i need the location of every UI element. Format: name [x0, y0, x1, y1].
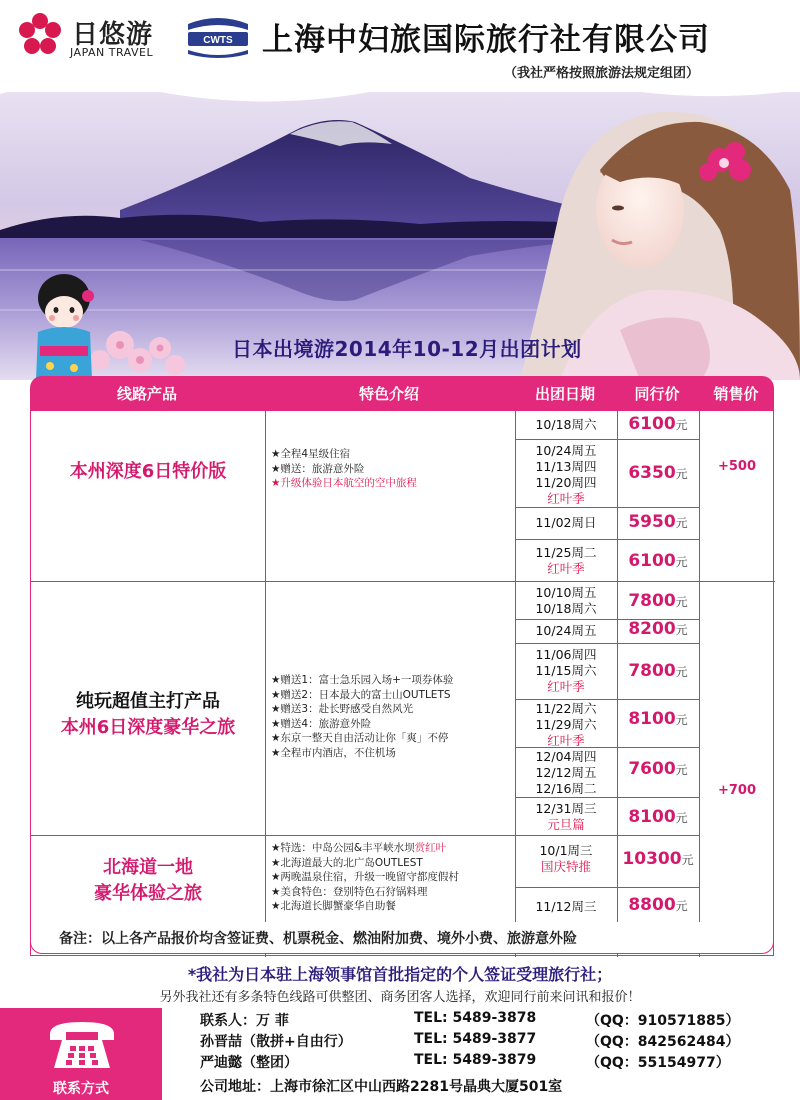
- departure-date: 10/24周五 11/13周四 11/20周四 红叶季: [515, 443, 617, 507]
- divider: [515, 643, 699, 644]
- contact-qq: （QQ：910571885）: [586, 1013, 740, 1029]
- feature-item: ★美食特色：登别特色石狩锅料理: [271, 885, 428, 898]
- feature-item: ★赠送3：赴长野感受自然风光: [271, 703, 414, 715]
- contact-qq: （QQ：55154977）: [586, 1055, 730, 1071]
- divider: [515, 539, 699, 540]
- svg-text:CWTS: CWTS: [203, 35, 233, 46]
- divider: [515, 887, 699, 888]
- th-trade-price: 同行价: [634, 385, 680, 403]
- route-title: 北海道一地: [103, 857, 193, 878]
- divider: [265, 411, 266, 957]
- telephone-icon: [44, 1016, 120, 1074]
- divider: [515, 797, 699, 798]
- feature-item: ★赠送1：富士急乐园入场+一项券体验: [271, 674, 454, 686]
- divider: [699, 411, 700, 957]
- holiday-tag: 元旦篇: [547, 817, 585, 832]
- company-name: 上海中妇旅国际旅行社有限公司: [262, 22, 710, 58]
- route-honshu-6day-deluxe: [31, 687, 265, 739]
- sale-price-markup: +500: [717, 459, 757, 474]
- logo-en-text: JAPAN TRAVEL: [70, 46, 154, 59]
- divider: [31, 835, 699, 836]
- feature-item: ★北海道长脚蟹豪华自助餐: [271, 900, 396, 912]
- trade-price: 10300元: [622, 849, 694, 869]
- season-tag: 红叶季: [547, 733, 585, 748]
- departure-date: 10/1周三 国庆特推: [515, 843, 617, 875]
- contact-tel: TEL: 5489-3879: [414, 1052, 537, 1068]
- th-route: 线路产品: [116, 385, 177, 403]
- th-sale-price: 销售价: [713, 385, 759, 403]
- th-date: 出团日期: [534, 385, 595, 403]
- feature-item: ★东京一整天自由活动让你「爽」不停: [271, 732, 449, 744]
- feature-item: ★赠送4：旅游意外险: [271, 717, 372, 730]
- feature-item: ★全程市内酒店，不住机场: [271, 746, 396, 759]
- trade-price: 8200元: [628, 619, 688, 639]
- group-tour-info: 另外我社还有多条特色线路可供整团、商务团客人选择，欢迎同行前来问讯和报价！: [159, 990, 641, 1005]
- route-title: 本州深度6日特价版: [69, 461, 227, 482]
- route-honshu-6day-special: [31, 457, 265, 483]
- contact-name: 严迪懿（整团）: [200, 1055, 298, 1071]
- table-body: [30, 410, 774, 956]
- trade-price: 6100元: [628, 414, 688, 434]
- feature-item: ★全程4星级住宿: [271, 448, 351, 460]
- season-tag: 红叶季: [547, 561, 585, 576]
- hero-banner: [0, 60, 800, 380]
- departure-date: 11/02周日: [535, 515, 597, 530]
- trade-price: 7800元: [628, 661, 688, 681]
- th-features: 特色介绍: [358, 385, 419, 403]
- company-address: 公司地址：上海市徐汇区中山西路2281号晶典大厦501室: [200, 1079, 563, 1095]
- contact-name: 联系人：万 菲: [200, 1013, 289, 1029]
- table-header: [30, 376, 774, 410]
- trade-price: 8100元: [628, 709, 688, 729]
- divider: [515, 507, 699, 508]
- divider: [515, 699, 699, 700]
- mount-fuji-lake-illustration: [0, 60, 800, 380]
- contact-label: 联系方式: [53, 1081, 109, 1097]
- contact-tel: TEL: 5489-3877: [414, 1031, 537, 1047]
- route-hokkaido-deluxe: [31, 853, 265, 905]
- season-tag: 红叶季: [547, 491, 585, 506]
- departure-date: 12/04周四 12/12周五 12/16周二: [535, 749, 597, 796]
- feature-item: ★两晚温泉住宿，升级一晚留守都度假村: [271, 871, 459, 883]
- features-hokkaido: [271, 841, 511, 914]
- riyouyou-logo: [14, 8, 179, 68]
- itinerary-title: 日本出境游2014年10-12月出团计划: [232, 337, 582, 361]
- sakura-flower-icon: [18, 12, 62, 56]
- features-honshu-special: [271, 447, 511, 491]
- trade-price: 6100元: [628, 551, 688, 571]
- feature-item-highlight: ★升级体验日本航空的空中旅程: [271, 477, 417, 489]
- trade-price: 7600元: [628, 759, 688, 779]
- feature-item: ★特选：中岛公园&丰平峡水坝赏红叶: [271, 842, 447, 854]
- feature-item: ★北海道最大的北广岛OUTLEST: [271, 856, 423, 869]
- route-subtitle: 纯玩超值主打产品: [76, 691, 220, 712]
- contact-tel: TEL: 5489-3878: [414, 1010, 537, 1026]
- trade-price: 5950元: [628, 512, 688, 532]
- divider: [617, 411, 618, 957]
- route-title: 本州6日深度豪华之旅: [60, 717, 236, 738]
- departure-date: 11/25周二 红叶季: [515, 545, 617, 577]
- header: [0, 0, 800, 92]
- divider: [31, 581, 775, 582]
- holiday-tag: 国庆特推: [540, 859, 591, 874]
- feature-item: ★赠送：旅游意外险: [271, 462, 365, 475]
- feature-item: ★赠送2：日本最大的富士山OUTLETS: [271, 688, 451, 701]
- departure-date: 11/12周三: [535, 899, 597, 914]
- route-subtitle: 豪华体验之旅: [94, 883, 202, 904]
- departure-date: 10/10周五 10/18周六: [535, 585, 597, 616]
- logo-cn-text: 日悠游: [72, 20, 154, 50]
- trade-price: 8100元: [628, 807, 688, 827]
- contact-badge: [0, 1008, 162, 1100]
- company-subtitle: （我社严格按照旅游法规定组团）: [504, 66, 700, 81]
- departure-date: 12/31周三 元旦篇: [515, 801, 617, 833]
- features-honshu-deluxe: [271, 673, 511, 760]
- contact-name: 孙晋喆（散拼+自由行）: [200, 1034, 352, 1050]
- visa-slogan: *我社为日本驻上海领事馆首批指定的个人签证受理旅行社；: [187, 965, 613, 984]
- divider: [515, 439, 699, 440]
- departure-date: 10/18周六: [535, 417, 597, 432]
- season-tag: 红叶季: [547, 679, 585, 694]
- departure-date: 11/22周六 11/29周六 红叶季: [515, 701, 617, 749]
- trade-price: 6350元: [628, 463, 688, 483]
- contact-qq: （QQ：842562484）: [586, 1034, 740, 1050]
- table-note: 备注：以上各产品报价均含签证费、机票税金、燃油附加费、境外小费、旅游意外险: [30, 922, 774, 954]
- sale-price-markup: +700: [717, 783, 757, 798]
- trade-price: 7800元: [628, 591, 688, 611]
- cwts-logo-icon: [184, 14, 252, 58]
- trade-price: 8800元: [628, 895, 688, 915]
- departure-date: 11/06周四 11/15周六 红叶季: [515, 647, 617, 695]
- departure-date: 10/24周五: [535, 623, 597, 638]
